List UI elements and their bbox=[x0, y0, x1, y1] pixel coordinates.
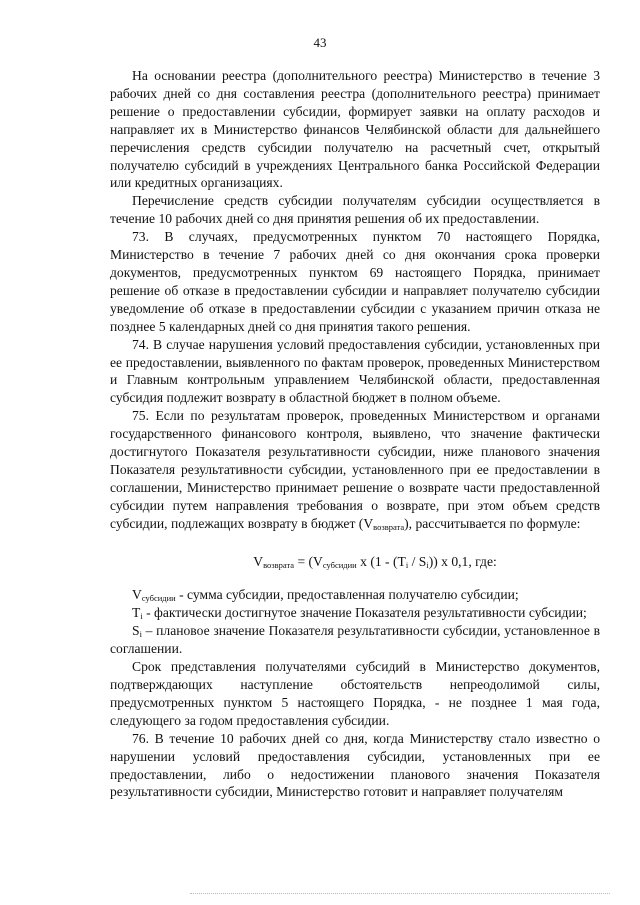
scan-edge-marks bbox=[190, 893, 610, 898]
def-t-subscript: i bbox=[140, 611, 143, 622]
paragraph-registry-decision: На основании реестра (дополнительного реестра) Министерство в течение 3 рабочих дней со дня составления реестра (дополнительного реестра) принимает решение о предоставлении субсидии, формирует заявки на оплату расходов и направляет их в Министерство финансов Челябинской области для дальнейшего перечисления средств субсидии получателю на расчетный счет, открытый получателю субсидий в учреждениях Центрального банка Российской Федерации или кредитных организациях. bbox=[110, 68, 600, 191]
formula-sub-s: i bbox=[426, 559, 429, 570]
v-return-symbol: V bbox=[363, 515, 374, 531]
formula-v: V bbox=[253, 553, 264, 569]
formula-sub-subsidy: субсидии bbox=[322, 559, 357, 570]
formula-div: / S bbox=[408, 553, 427, 569]
formula-eq: = (V bbox=[294, 553, 323, 569]
def-t-text: - фактически достигнутое значение Показателя результативности субсидии; bbox=[142, 605, 587, 621]
def-t-symbol: T bbox=[132, 605, 141, 621]
return-formula bbox=[110, 553, 600, 571]
definition-v-subsidy bbox=[110, 586, 600, 604]
paragraph-74: 74. В случае нарушения условий предоставления субсидии, установленных при ее предоставлении, выявленного по фактам проверок, проведенных Министерством и Главным контрольным управлением Челябинской области, предоставленная субсидия подлежит возврату в областной бюджет в полном объеме. bbox=[110, 336, 600, 406]
def-v-text: - сумма субсидии, предоставленная получателю субсидии; bbox=[175, 587, 519, 603]
v-return-subscript: возврата bbox=[373, 521, 405, 532]
formula-sub-t: i bbox=[405, 559, 409, 570]
formula-end: )) x 0,1, где: bbox=[428, 553, 497, 569]
definition-t bbox=[110, 604, 600, 622]
paragraph-75-tail: ), рассчитывается по формуле: bbox=[404, 515, 581, 531]
paragraph-75 bbox=[110, 407, 600, 532]
def-v-symbol: V bbox=[132, 587, 142, 603]
page-number: 43 bbox=[313, 35, 327, 50]
def-s-subscript: i bbox=[139, 629, 142, 640]
formula-mid: x (1 - (T bbox=[356, 553, 406, 569]
definition-s bbox=[110, 622, 600, 658]
document-body bbox=[110, 67, 600, 801]
paragraph-transfer-term: Перечисление средств субсидии получателям субсидии осуществляется в течение 10 рабочих дней со дня принятия решения об их предоставлении. bbox=[110, 193, 600, 227]
def-v-subscript: субсидии bbox=[141, 593, 176, 604]
paragraph-force-majeure-deadline: Срок представления получателями субсидий в Министерство документов, подтверждающих наступление обстоятельств непреодолимой силы, предусмотренных пунктом 5 настоящего Порядка, - не позднее 1 мая года, следующего за годом предоставления субсидии. bbox=[110, 659, 600, 728]
formula-sub-return: возврата bbox=[263, 559, 295, 570]
paragraph-75-text: 75. Если по результатам проверок, проведенных Министерством и органами государственного финансового контроля, выявлено, что значение фактически достигнутого Показателя результативности субсидии, ниже планового значения Показателя результативности субсидии, установленного при ее предоставлении в соглашении, Министерство принимает решение о возврате части предоставленной субсидии путем направления требования о возврате, при этом объем средств субсидии, подлежащих возврату в бюджет ( bbox=[110, 408, 600, 531]
paragraph-76: 76. В течение 10 рабочих дней со дня, когда Министерству стало известно о нарушении условий предоставления субсидии, установленных при ее предоставлении, либо о недостижении планового значения Показателя результативности субсидии, Министерство готовит и направляет получателям bbox=[110, 730, 600, 800]
paragraph-73: 73. В случаях, предусмотренных пунктом 70 настоящего Порядка, Министерство в течение 7 рабочих дней со дня окончания срока проверки документов, предусмотренных пунктом 69 настоящего Порядка, принимает решение об отказе в предоставлении субсидии и направляет получателю субсидии уведомление об отказе в предоставлении субсидии с указанием причин отказа не позднее 5 календарных дней со дня принятия такого решения. bbox=[110, 229, 600, 334]
def-s-symbol: S bbox=[132, 623, 140, 639]
def-s-text: – плановое значение Показателя результативности субсидии, установленное в соглашении. bbox=[110, 623, 600, 657]
